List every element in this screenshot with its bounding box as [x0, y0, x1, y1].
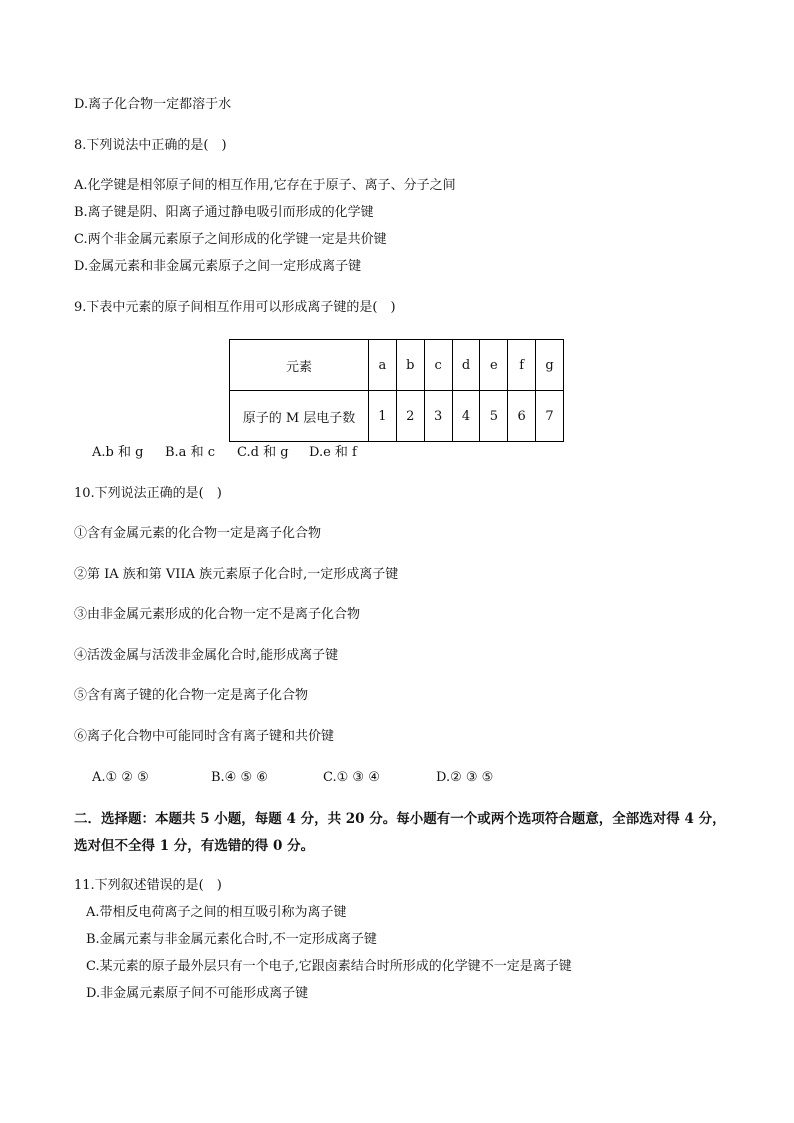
- table-cell-electrons-c: 3: [424, 391, 452, 442]
- question-10-stem: 10.下列说法正确的是( ): [74, 486, 222, 501]
- q10-option-a: A.① ② ⑤: [92, 770, 149, 785]
- q11-option-a: A.带相反电荷离子之间的相互吸引称为离子键: [86, 905, 347, 920]
- q10-option-c: C.① ③ ④: [323, 770, 380, 785]
- section-2-heading-line-2: 选对但不全得 1 分，有选错的得 0 分。: [74, 838, 315, 854]
- table-cell-element-g: g: [536, 340, 564, 391]
- table-header-electrons: 原子的 M 层电子数: [230, 391, 369, 442]
- question-11-stem: 11.下列叙述错误的是( ): [74, 878, 222, 893]
- table-cell-element-d: d: [452, 340, 480, 391]
- question-9-stem: 9.下表中元素的原子间相互作用可以形成离子键的是( ): [74, 300, 396, 315]
- question-8-stem: 8.下列说法中正确的是( ): [74, 138, 227, 153]
- table-cell-electrons-d: 4: [452, 391, 480, 442]
- line-q7-option-d: D.离子化合物一定都溶于水: [74, 97, 232, 112]
- q10-option-d: D.② ③ ⑤: [436, 770, 494, 785]
- q10-statement-1: ①含有金属元素的化合物一定是离子化合物: [74, 526, 322, 541]
- table-cell-electrons-e: 5: [480, 391, 508, 442]
- q10-statement-4: ④活泼金属与活泼非金属化合时,能形成离子键: [74, 648, 339, 663]
- q9-option-d: D.e 和 f: [309, 445, 357, 460]
- q10-option-b: B.④ ⑤ ⑥: [211, 770, 268, 785]
- q10-statement-3: ③由非金属元素形成的化合物一定不是离子化合物: [74, 607, 361, 622]
- element-table: [229, 339, 564, 442]
- table-cell-element-f: f: [508, 340, 536, 391]
- table-cell-element-a: a: [369, 340, 397, 391]
- q9-option-b: B.a 和 c: [165, 445, 215, 460]
- table-cell-electrons-g: 7: [536, 391, 564, 442]
- q11-option-d: D.非金属元素原子间不可能形成离子键: [86, 986, 309, 1001]
- table-cell-element-e: e: [480, 340, 508, 391]
- q8-option-d: D.金属元素和非金属元素原子之间一定形成离子键: [74, 259, 362, 274]
- table-cell-electrons-a: 1: [369, 391, 397, 442]
- q8-option-c: C.两个非金属元素原子之间形成的化学键一定是共价键: [74, 232, 387, 247]
- q9-option-a: A.b 和 g: [92, 445, 144, 460]
- table-cell-electrons-f: 6: [508, 391, 536, 442]
- q10-statement-2: ②第 IA 族和第 VIIA 族元素原子化合时,一定形成离子键: [74, 567, 399, 582]
- table-cell-element-c: c: [424, 340, 452, 391]
- table-row-elements: [230, 340, 564, 391]
- q8-option-b: B.离子键是阴、阳离子通过静电吸引而形成的化学键: [74, 205, 374, 220]
- q11-option-b: B.金属元素与非金属元素化合时,不一定形成离子键: [86, 932, 377, 947]
- q11-option-c: C.某元素的原子最外层只有一个电子,它跟卤素结合时所形成的化学键不一定是离子键: [86, 959, 572, 974]
- q10-statement-6: ⑥离子化合物中可能同时含有离子键和共价键: [74, 729, 335, 744]
- q8-option-a: A.化学键是相邻原子间的相互作用,它存在于原子、离子、分子之间: [74, 178, 456, 193]
- table-cell-electrons-b: 2: [396, 391, 424, 442]
- table-header-element: 元素: [230, 340, 369, 391]
- q9-option-c: C.d 和 g: [237, 445, 289, 460]
- q10-statement-5: ⑤含有离子键的化合物一定是离子化合物: [74, 688, 309, 703]
- section-2-heading-line-1: 二．选择题：本题共 5 小题，每题 4 分，共 20 分。每小题有一个或两个选项符合题意，全部选对得 4 分，: [74, 811, 726, 827]
- table-row-electrons: [230, 391, 564, 442]
- table-cell-element-b: b: [396, 340, 424, 391]
